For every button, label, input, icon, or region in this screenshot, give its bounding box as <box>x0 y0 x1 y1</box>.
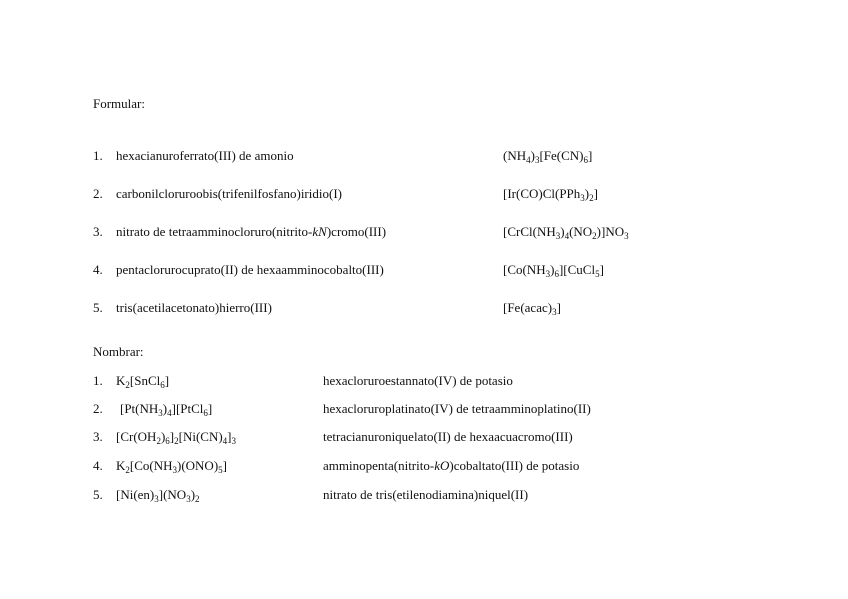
item-number: 2. <box>93 186 103 201</box>
complex-formula: $[Co(NH_3)_6][CuCl_5]$ <box>503 262 604 279</box>
complex-name: hexacianuroferrato(III) de amonio <box>116 148 294 163</box>
item-number: 1. <box>93 148 103 163</box>
complex-name: carbonilcloruroobis(trifenilfosfano)iridio(I) <box>116 186 342 201</box>
item-number: 3. <box>93 429 103 444</box>
complex-name: nitrato de tris(etilenodiamina)niquel(II) <box>323 487 529 502</box>
complex-name: hexacloruroestannato(IV) de potasio <box>323 373 513 388</box>
item-number: 1. <box>93 373 103 388</box>
formular-heading: Formular: <box>93 96 145 111</box>
complex-formula: $(NH_4)_3[Fe(CN)_6]$ <box>503 148 593 165</box>
complex-name: amminopenta(nitrito-kO)cobaltato(III) de potasio <box>323 458 580 473</box>
item-number: 4. <box>93 262 103 277</box>
item-number: 5. <box>93 300 103 315</box>
complex-formula: $[Pt(NH_3)_4][PtCl_6]$ <box>120 401 213 418</box>
complex-formula: $[Cr(OH_2)_6]_2[Ni(CN)_4]_3$ <box>116 429 237 446</box>
complex-formula: $[CrCl(NH_3)_4(NO_2)]NO_3$ <box>503 224 629 241</box>
complex-formula: $[Ni(en)_3](NO_3)_2$ <box>116 487 200 504</box>
complex-formula: $K_2[Co(NH_3)(ONO)_5]$ <box>116 458 227 475</box>
item-number: 4. <box>93 458 103 473</box>
complex-name: nitrato de tetraamminocloruro(nitrito-kN)cromo(III) <box>116 224 387 239</box>
complex-formula: $K_2[SnCl_6]$ <box>116 373 170 390</box>
item-number: 3. <box>93 224 103 239</box>
nombrar-heading: Nombrar: <box>93 344 144 359</box>
complex-name: tris(acetilacetonato)hierro(III) <box>116 300 272 315</box>
complex-formula: $[Ir(CO)Cl(PPh_3)_2]$ <box>503 186 598 203</box>
complex-name: hexacloruroplatinato(IV) de tetraamminoplatino(II) <box>323 401 591 416</box>
complex-name: pentaclorurocuprato(II) de hexaamminocobalto(III) <box>116 262 384 277</box>
item-number: 5. <box>93 487 103 502</box>
complex-formula: $[Fe(acac)_3]$ <box>503 300 561 317</box>
item-number: 2. <box>93 401 103 416</box>
complex-name: tetracianuroniquelato(II) de hexaacuacromo(III) <box>323 429 573 444</box>
